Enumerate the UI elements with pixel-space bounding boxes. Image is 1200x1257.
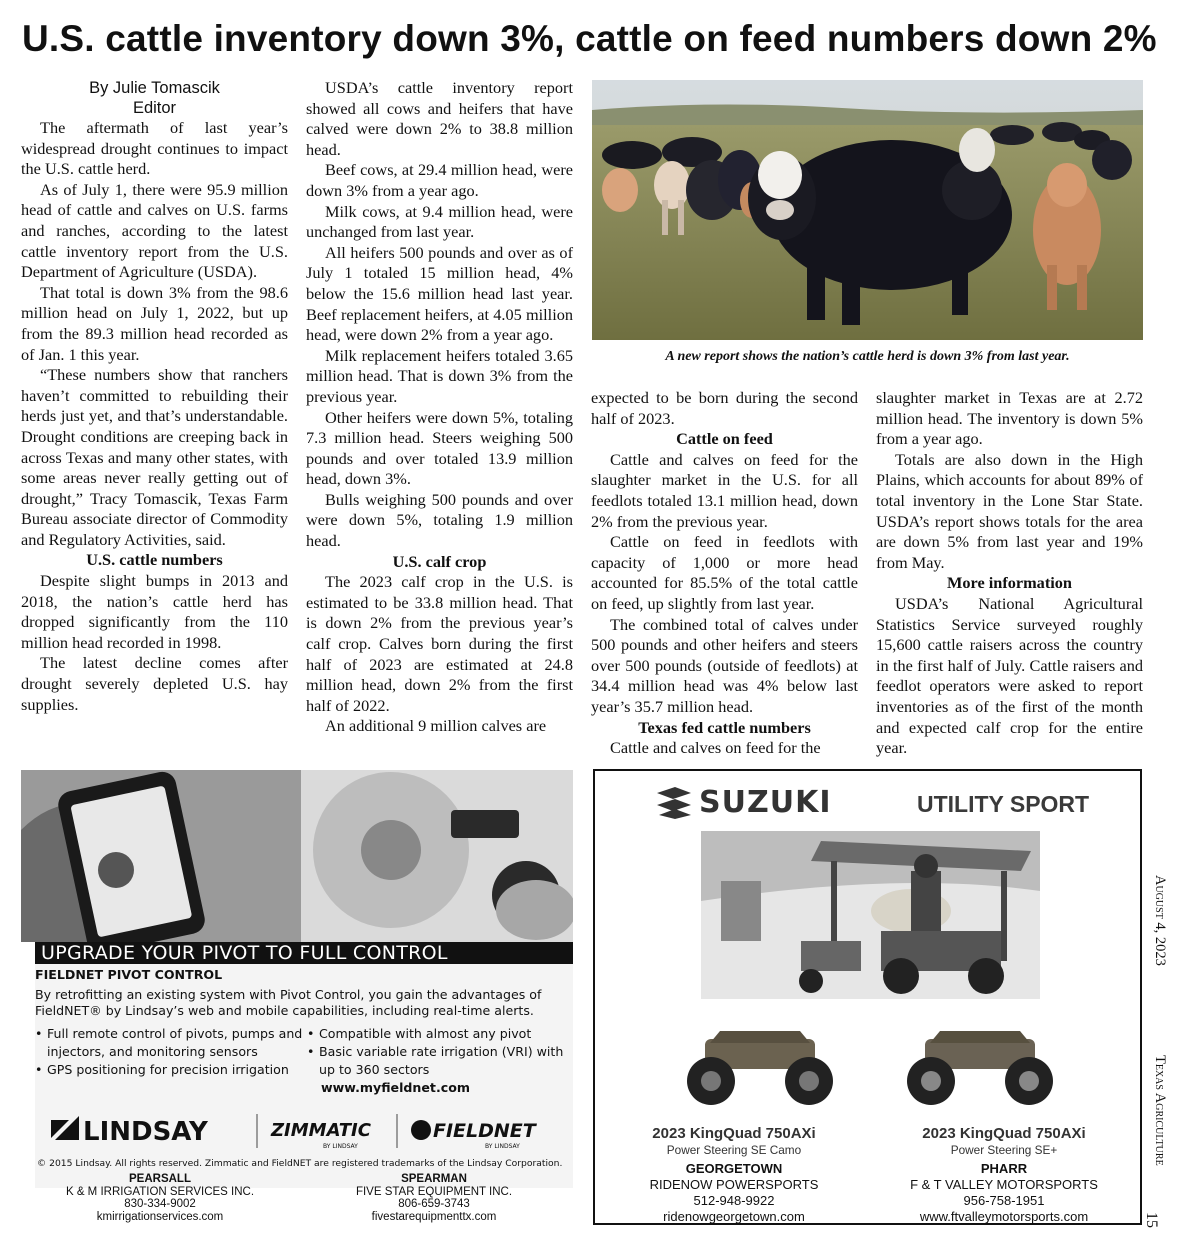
bullet-item: • GPS positioning for precision irrigation [35,1061,305,1079]
paragraph: Cattle on feed in feedlots with capacity of 1,000 or more head accounted for 85.5% of the total cattle on feed, up slightly from last year. [591,532,858,613]
paragraph: Bulls weighing 500 pounds and over were down 5%, totaling 1.9 million head. [306,489,573,551]
cattle-image [592,80,1143,340]
byline-name: By Julie Tomascik [89,79,220,97]
atv-image-se-plus [895,1021,1065,1109]
suzuki-advertisement [593,769,1142,1225]
paragraph: slaughter market in Texas are at 2.72 million head. The inventory is down 5% from a year ago. [876,388,1143,449]
subheading: U.S. calf crop [392,551,487,571]
dealer-name: F & T VALLEY MOTORSPORTS [910,1177,1098,1192]
model-trim: Power Steering SE+ [950,1143,1058,1157]
dealer-name: FIVE STAR EQUIPMENT INC. [355,1185,513,1198]
dealer-spearman [309,1173,559,1223]
paragraph: “These numbers show that ranchers haven’t committed to rebuilding their herds just yet, and that’s understandable. Drought conditions are creeping back in across Texas and many other states, with some areas never really getting out of drought,” Tracy Tomascik, Texas Farm Bureau associate director of Commodity and Regulatory Activities, said. [21,365,288,549]
paragraph: expected to be born during the second half of 2023. [591,388,858,428]
photo-caption: A new report shows the nation’s cattle herd is down 3% from last year. [665,349,1070,364]
folio-date: August 4, 2023 [1152,875,1168,966]
model-name: 2023 KingQuad 750AXi [652,1125,816,1142]
bullet-item: • Full remote control of pivots, pumps and injectors, and monitoring sensors [35,1025,305,1061]
model-listing [879,1125,1129,1225]
paragraph: All heifers 500 pounds and over as of July 1 totaled 15 million head, 4% below the 15.6 million head last year. Beef replacement heifers, at 4.05 million head, were down 2% from a year ago. [306,242,573,345]
zimmatic-logo: ZIMMATIC [271,1120,371,1141]
bullet-list-left [35,1025,305,1079]
page-number: 15 [1143,1212,1160,1228]
paragraph: USDA’s cattle inventory report showed all cows and heifers that have calved were down 2% to 38.8 million head. [306,78,573,159]
lindsay-dealers [21,1170,573,1228]
folio-publication: Texas Agriculture [1152,1055,1168,1166]
model-listing [609,1125,859,1225]
ad-logos [35,1104,573,1156]
paragraph: The 2023 calf crop in the U.S. is estimated to be 33.8 million head. That is down 2% from the previous year’s calf crop. Calves born during the first half of 2023 are estimated at 24.8 million head, down 2% from the first half of 2022. [306,572,573,715]
article-column-4 [876,388,1143,759]
dealer-phone: 806-659-3743 [398,1198,470,1210]
ad-photo-phone-and-panel [21,770,573,942]
paragraph: The aftermath of last year’s widespread drought continues to impact the U.S. cattle herd. [21,118,288,179]
ad-body [35,964,573,1188]
cattle-photo [592,80,1143,340]
ad-copyright: © 2015 Lindsay. All rights reserved. Zimmatic and FieldNET are registered trademarks of the Lindsay Corporation. [37,1158,563,1169]
atv-hero-photo [701,831,1040,999]
dealer-web[interactable]: kmirrigationservices.com [96,1210,224,1223]
lindsay-logo: LINDSAY [83,1117,208,1147]
model-trim: Power Steering SE Camo [666,1143,802,1157]
dealer-pearsall [35,1173,285,1223]
ad-title: FIELDNET PIVOT CONTROL [35,967,223,982]
subheading: U.S. cattle numbers [86,550,223,570]
dealer-web[interactable]: ridenowgeorgetown.com [663,1209,805,1224]
subheading: Cattle on feed [676,429,773,449]
fieldnet-sub: BY LINDSAY [485,1143,520,1150]
bullet-item: • Basic variable rate irrigation (VRI) with up to 360 sectors [307,1043,567,1079]
paragraph: Cattle and calves on feed for the slaughter market in the U.S. for all feedlots totaled 13.1 million head, down 2% from the previous year. [591,449,858,531]
paragraph: The combined total of calves under 500 pounds and other heifers and steers over 500 pounds (outside of feedlots) at 34.4 million head was 4% below last year’s 35.7 million head. [591,614,858,716]
paragraph: That total is down 3% from the 98.6 million head on July 1, 2022, but up from the 89.3 million head recorded as of Jan. 1 this year. [21,282,288,364]
paragraph: Milk replacement heifers totaled 3.65 million head. That is down 3% from the previous year. [306,345,573,406]
zimmatic-sub: BY LINDSAY [323,1143,358,1150]
fieldnet-logo: FIELDNET [433,1120,536,1142]
ad-image [21,770,573,942]
dealer-web[interactable]: fivestarequipmenttx.com [371,1210,497,1223]
brand-logos [35,1104,573,1156]
byline-title: Editor [132,99,177,117]
bullet-item: • Compatible with almost any pivot [307,1025,567,1043]
dealer-name: K & M IRRIGATION SERVICES INC. [65,1185,255,1198]
article-column-1 [21,78,288,715]
paragraph: Milk cows, at 9.4 million head, were unchanged from last year. [306,201,573,242]
dealer-city: SPEARMAN [401,1173,467,1185]
ad-url[interactable]: www.myfieldnet.com [321,1080,470,1095]
lindsay-advertisement [21,770,573,1230]
article-column-3 [591,388,858,759]
ad-tagline: UTILITY SPORT [917,791,1090,817]
dealer-name: RIDENOW POWERSPORTS [649,1177,819,1192]
dealer-city: PEARSALL [129,1173,191,1185]
atv-hero-image [701,831,1040,999]
dealer-phone: 512-948-9922 [693,1193,775,1208]
suzuki-logo: SUZUKI [699,785,832,820]
headline: U.S. cattle inventory down 3%, cattle on feed numbers down 2% [22,18,1157,59]
paragraph: An additional 9 million calves are [325,716,547,736]
ad-banner: UPGRADE YOUR PIVOT TO FULL CONTROL [35,942,573,964]
dealer-phone: 830-334-9002 [124,1198,196,1210]
dealer-web[interactable]: www.ftvalleymotorsports.com [919,1209,1089,1224]
dealer-city: GEORGETOWN [685,1161,783,1176]
paragraph: Other heifers were down 5%, totaling 7.3 million head. Steers weighing 500 pounds and over totaled 13.9 million head, down 3%. [306,407,573,489]
paragraph: Beef cows, at 29.4 million head, were down 3% from a year ago. [306,160,573,200]
model-name: 2023 KingQuad 750AXi [922,1125,1086,1142]
article-column-2 [306,78,573,737]
paragraph: As of July 1, there were 95.9 million head of cattle and calves on U.S. farms and ranches, according to the latest cattle inventory report from the U.S. Department of Agriculture (USDA). [21,179,288,282]
subheading: Texas fed cattle numbers [638,717,811,737]
dealer-phone: 956-758-1951 [963,1193,1045,1208]
paragraph: Totals are also down in the High Plains, which accounts for about 89% of total inventory in the Lone Star State. USDA’s report shows totals for the area are down 5% from last year and 19% from May. [876,449,1143,572]
atv-image-se-camo [675,1021,845,1109]
paragraph: The latest decline comes after drought severely depleted U.S. hay supplies. [21,653,288,714]
paragraph: Despite slight bumps in 2013 and 2018, the nation’s cattle herd has dropped significantly from the 110 million head recorded in 1998. [21,571,288,652]
dealer-city: PHARR [980,1161,1028,1176]
fieldnet-logo-mark-icon [411,1120,431,1140]
paragraph: USDA’s National Agricultural Statistics Service surveyed roughly 15,600 cattle raisers across the country in the first half of July. Cattle raisers and feedlot operators were asked to report inventories as of the first of the month and expected calf crop for the entire year. [876,593,1143,758]
subheading: More information [947,573,1072,593]
paragraph: Cattle and calves on feed for the [610,738,821,758]
bullet-list-right [307,1025,567,1079]
ad-description: By retrofitting an existing system with Pivot Control, you gain the advantages of FieldNET® by Lindsay’s web and mobile capabilities, including real-time alerts. [35,987,542,1018]
